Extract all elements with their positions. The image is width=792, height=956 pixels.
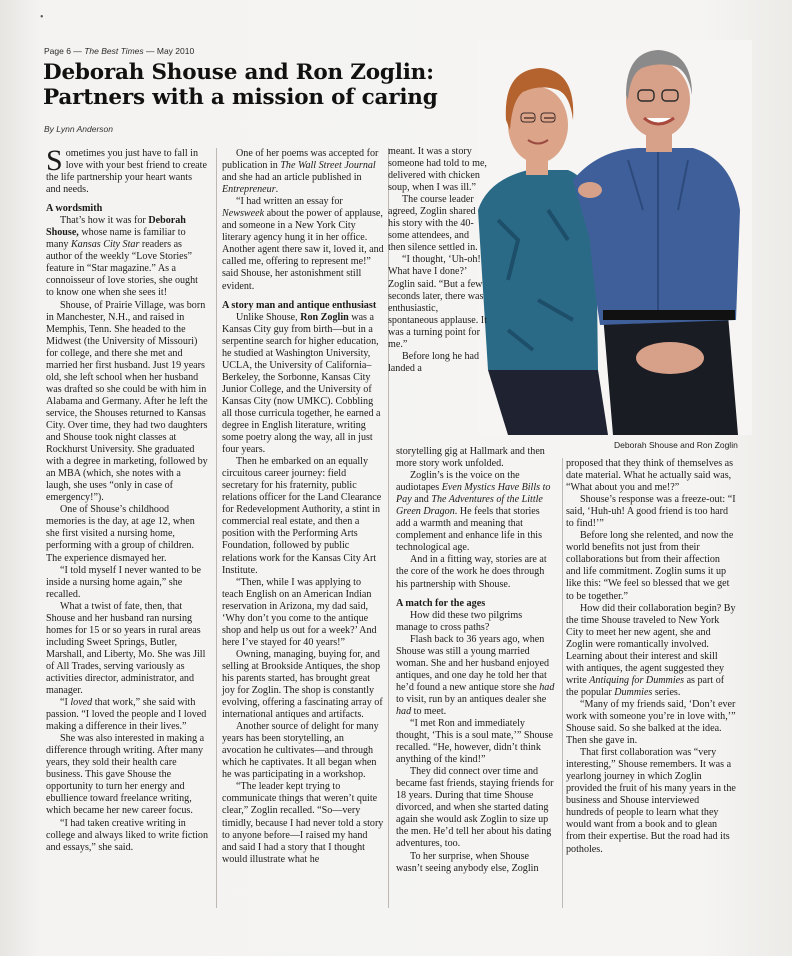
paragraph: “Many of my friends said, ‘Don’t ever work with someone you’re in love with,’” Shouse said. So she balked at the idea. Then she gave in. [566, 698, 736, 747]
text: readers as author of the weekly “Love Stories” feature in “Star magazine.” As a connoisseur of love stories, she ought to know one when she sees it! [46, 239, 198, 299]
article-headline [43, 60, 523, 110]
paragraph: “I told myself I never wanted to be inside a nursing home again,” she recalled. [46, 564, 201, 600]
paragraph [396, 470, 556, 554]
paragraph: “I met Ron and immediately thought, ‘This is a soul mate,’” Shouse recalled. “He, however, didn’t think anything of the kind!” [396, 717, 553, 766]
paragraph: “Then, while I was applying to teach English on an American Indian reservation in Arizona, my dad said, ‘Why don’t you come to the antique shop and help us out for a week?’ And here I’ve stayed for 40 years!” [222, 576, 377, 648]
publication-name: Kansas City Star [70, 239, 140, 251]
page-mark: • [40, 12, 44, 23]
text: and she had an article published in [222, 172, 362, 184]
column-divider [562, 458, 563, 908]
column-3-bottom [396, 446, 556, 875]
text: How did their collaboration begin? By the time Shouse traveled to New York City to meet her new agent, she and Zoglin were romantically involved. Learning about their interest and skill with antiques, the agent suggested they write [566, 602, 736, 686]
paragraph [46, 215, 208, 299]
text: Unlike Shouse, [236, 311, 301, 323]
name: Deborah Shouse, [46, 215, 186, 239]
emphasis: had [539, 681, 555, 693]
drop-cap: S [46, 144, 63, 177]
text: as part of the popular [566, 674, 725, 698]
column-2 [222, 148, 384, 866]
paragraph: Before long he had landed a [388, 350, 480, 374]
section-heading: A wordsmith [46, 203, 103, 215]
text: to visit, run by an antiques dealer she [396, 693, 547, 705]
issue-date: — May 2010 [146, 46, 195, 56]
paragraph [222, 196, 384, 292]
paragraph: They did connect over time and became fast friends, staying friends for 18 years. During that time Shouse divorced, and when she started dating again she would ask Zoglin to size up the men. He’d tell her about his dating adventures, too. [396, 766, 554, 850]
paragraph: Before long she relented, and now the world benefits not just from their collaborations but from their affection and life commitment. Zoglin sums it up like this: “We feel so blessed that we get to be together.” [566, 530, 734, 602]
emphasis: loved [70, 697, 93, 709]
page-number: Page 6 — [44, 46, 82, 56]
paragraph [566, 603, 736, 699]
paragraph: storytelling gig at Hallmark and then more story work unfolded. [396, 446, 545, 470]
headline-line-1: Deborah Shouse and Ron Zoglin: [43, 60, 434, 85]
photo-caption: Deborah Shouse and Ron Zoglin [614, 440, 738, 450]
column-4 [566, 458, 736, 856]
publication-name: The Best Times [84, 46, 144, 56]
paragraph: The course leader agreed, Zoglin shared his story with the 40-some attendees, and then silence settled in. [388, 194, 478, 254]
text: whose name is familiar to many [46, 227, 186, 251]
book-title: Antiquing for Dummies [589, 674, 685, 686]
page-folio [44, 46, 194, 56]
text: series. [652, 686, 681, 698]
publication-name: The Wall Street Journal [280, 160, 376, 172]
text: Flash back to 36 years ago, when Shouse was still a young married woman. She and her husband enjoyed antiques, and one day he told her that he’d found a new antique store she [396, 633, 550, 693]
emphasis: had [396, 705, 412, 717]
paragraph: Shouse’s response was a freeze-out: “I said, ‘Huh-uh! A good friend is too hard to find!’” [566, 494, 736, 530]
paragraph: meant. It was a story someone had told to me, delivered with chicken soup, when I was ill.” [388, 146, 487, 194]
column-3-top [388, 146, 488, 375]
paragraph: To her surprise, when Shouse wasn’t seeing anybody else, Zoglin [396, 850, 539, 874]
text: “I [60, 697, 71, 709]
paragraph: What a twist of fate, then, that Shouse and her husband ran nursing homes for 15 or so years in rural areas including Sweet Springs, Butler, Marshall, and Liberty, Mo. She was Jill of All Trades, serving variously as activities director, administrator, and manager. [46, 600, 206, 697]
text: that work,” she said with passion. “I loved the people and I loved making a difference in their lives.” [46, 697, 207, 733]
paragraph [222, 148, 384, 196]
paragraph [222, 312, 384, 457]
byline: By Lynn Anderson [44, 124, 113, 134]
series-title: Dummies [614, 686, 653, 698]
paragraph [46, 144, 208, 196]
paragraph [46, 697, 208, 733]
paragraph: Another source of delight for many years has been storytelling, an avocation he cultivates—and through which he captivates. It all began when he was participating in a workshop. [222, 721, 379, 781]
paragraph: Shouse, of Prairie Village, was born in Manchester, N.H., and raised in Memphis, Tenn. She headed to the Midwest (the University of Missouri) for college, and there she met and married her first husband. Just 19 years old, she left school when her husband was drafted so she could be with him in Alabama and Germany. After he left the service, the Shouses returned to Kansas City. Over time, they had two daughters and Shouse took night classes at Rockhurst University. She graduated with a degree in marketing, followed by an MBA (which, she notes with a laugh, she uses “only in case of emergency!”). [46, 299, 208, 504]
paragraph: How did these two pilgrims manage to cross paths? [396, 609, 523, 633]
text: Zoglin’s is the voice on the audiotapes [396, 470, 520, 494]
paragraph-text: ometimes you just have to fall in love with your best friend to create the life partnership your heart wants and needs. [46, 148, 207, 196]
section-heading: A story man and antique enthusiast [222, 299, 377, 311]
paragraph: proposed that they think of themselves as date material. What he actually said was, “What about you and me!?” [566, 458, 734, 494]
paragraph: Then he embarked on an equally circuitous career journey: field secretary for his fraternity, public relations officer for the Land Clearance for Redevelopment Authority, a stint in commercial real estate, and then a position with the Performing Arts Foundation, followed by public relations work for the Kansas City Art Institute. [222, 456, 382, 576]
text: was a Kansas City guy from birth—but in a serpentine search for higher education, he studied at Washington University, UCLA, the University of California–Berkeley, the Sorbonne, Kansas City Junior College, and the University of Kansas City (now UMKC). Cobbling all those curricula together, he earned a degree in English literature, writing some poetry along the way, all in just four years. [222, 311, 381, 456]
paragraph: “I had taken creative writing in college and always liked to write fiction and essays,” she said. [46, 817, 209, 853]
title: Even Mystics Have Bills to Pay [396, 482, 551, 506]
paragraph: She was also interested in making a difference through writing. After many years, they sold their health care business. This gave Shouse the opportunity to turn her energy and ebullience toward freelance writing, which became her new career focus. [46, 733, 205, 817]
text: “I had written an essay for [236, 196, 343, 208]
couple-photo [478, 40, 752, 435]
text: One of her poems was accepted for publication in [222, 148, 379, 172]
name: Ron Zoglin [300, 311, 349, 323]
text: to meet. [411, 705, 447, 717]
publication-name: Entrepreneur [222, 184, 276, 196]
text: and [411, 494, 432, 506]
headline-line-2: Partners with a mission of caring [43, 85, 438, 110]
text: about the power of applause, and someone in a New York City literary agency hung it in her office. Another agent there saw it, loved it, and called me, offering to represent me!” said Shouse, her astonishment still evident. [222, 208, 384, 292]
paragraph: And in a fitting way, stories are at the core of the work he does through his partnership with Shouse. [396, 554, 547, 590]
publication-name: Newsweek [222, 208, 265, 220]
column-divider [216, 148, 217, 908]
paragraph: “The leader kept trying to communicate things that weren’t quite clear,” Zoglin recalled. “So—very timidly, because I had never told a story to anyone before—I raised my hand and said I had a story that I thought would illustrate what he [222, 781, 384, 865]
paragraph: Owning, managing, buying for, and selling at Brookside Antiques, the shop his parents started, has brought great joy for Zoglin. The shop is constantly evolving, offering a fascinating array of international antiques and artifacts. [222, 648, 383, 721]
column-1 [46, 144, 209, 854]
paragraph: That first collaboration was “very interesting,” Shouse remembers. It was a yearlong journey in which Zoglin provided the fruit of his many years in the business and Shouse interviewed hundreds of people to learn what they would want from a book and to glean from their expertise. But the road had its potholes. [566, 747, 736, 855]
section-heading: A match for the ages [396, 597, 486, 609]
text: . [275, 184, 279, 196]
paragraph: One of Shouse’s childhood memories is the day, at age 12, when she first visited a nursing home, performing with a group of children. The experience dismayed her. [46, 504, 195, 564]
paragraph [396, 634, 556, 718]
text: That’s how it was for [60, 215, 149, 227]
title: The Adventures of the Little Green Dragon [396, 494, 543, 518]
text: . He feels that stories add a warmth and meaning that complement and enhance life in this technological age. [396, 506, 543, 554]
paragraph: “I thought, ‘Uh-oh! What have I done?’ Zoglin said. “But a few seconds later, there was enthusiastic, spontaneous applause. It was a turning point for me.” [388, 254, 487, 350]
